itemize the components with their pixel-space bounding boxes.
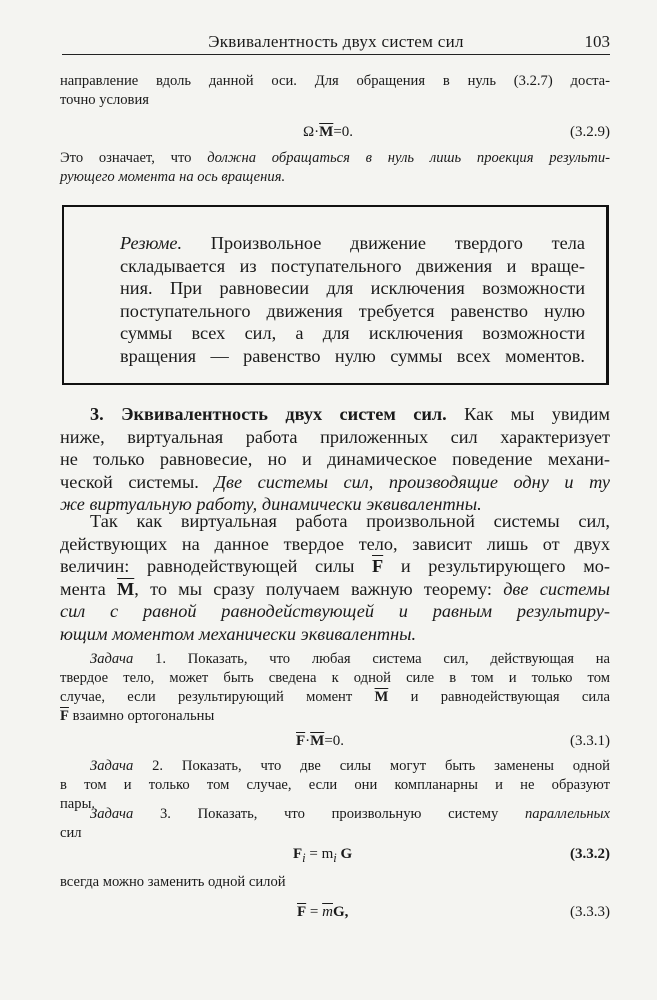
text-line: пары.: [60, 796, 96, 812]
vector-m: $\overline{M}$: [117, 578, 135, 599]
gravity-symbol: G: [336, 846, 353, 862]
equation-3-3-2: [60, 846, 610, 868]
vector-mass: $\overline{m}$: [322, 904, 333, 920]
text-italic: же виртуальную работу, динамически эквивалентны.: [60, 494, 482, 514]
index-symbol: i: [302, 851, 306, 865]
text-line: сил: [60, 825, 82, 841]
text-plain: Это означает, что: [60, 150, 208, 166]
index-symbol: i: [333, 851, 337, 865]
text-italic: рующего момента на ось вращения.: [60, 169, 286, 185]
equation-number: (3.3.2): [570, 846, 610, 862]
section-3-paragraph: [60, 403, 610, 516]
text-italic: Две системы сил, производящие одну и ту: [214, 471, 610, 492]
vector-m: $\overline{M}$: [319, 124, 334, 140]
section-heading: 3. Эквивалентность двух систем сил.: [90, 404, 447, 424]
text-plain: и результирующего мо-: [383, 556, 610, 576]
task-1: [60, 650, 610, 726]
text-line: 1. Показать, что любая система сил, действующая на: [133, 651, 610, 667]
vector-f: $\overline{F}$: [372, 556, 384, 576]
equation-3-3-3: [60, 904, 610, 926]
text-plain: и равнодействующая сила: [388, 689, 610, 705]
text-plain: мента: [60, 578, 118, 599]
text-plain: , то мы сразу получаем важную теорему:: [134, 578, 504, 599]
vector-m: $\overline{M}$: [374, 689, 389, 705]
paragraph-top: [60, 72, 610, 110]
text-italic: ющим моментом механически эквивалентны.: [60, 623, 417, 644]
text-line: Произвольное движение твердого тела: [182, 233, 585, 253]
equation-3-2-9: [60, 124, 610, 146]
vector-f: $\overline{F}$: [60, 708, 69, 724]
running-header: [62, 30, 610, 55]
task-label: Задача: [90, 806, 134, 822]
page-number: 103: [584, 32, 610, 51]
text-line: твердое тело, может быть сведена к одной силе в том и только том: [60, 670, 610, 686]
force-symbol: F: [293, 846, 303, 862]
equation-rhs: =0.: [333, 124, 354, 140]
equation-lhs: Ω·: [303, 124, 320, 140]
text-line: направление вдоль данной оси. Для обращения в нуль (3.2.7) доста-: [60, 73, 610, 89]
equation-3-3-1: [60, 733, 610, 755]
vector-m: $\overline{M}$: [310, 733, 325, 749]
equals-sign: =: [306, 904, 323, 920]
theorem-paragraph: [60, 510, 610, 645]
equation-number: (3.2.9): [570, 124, 610, 140]
text-line: Как мы увидим: [446, 404, 610, 424]
resume-box: [62, 205, 609, 385]
equation-number: (3.3.3): [570, 904, 610, 920]
resume-text: [120, 232, 585, 367]
text-plain: взаимно ортогональны: [68, 708, 215, 724]
text-line: складывается из поступательного движения и враще-: [120, 255, 585, 276]
text-line: всегда можно заменить одной силой: [60, 874, 286, 890]
text-line: 2. Показать, что две силы могут быть заменены одной: [133, 758, 610, 774]
dot-operator: ·: [305, 733, 311, 749]
text-italic: параллельных: [525, 806, 610, 822]
text-line: суммы всех сил, а для исключения возможности: [120, 323, 585, 343]
text-line: поступательного движения требуется равенство нулю: [120, 300, 585, 321]
task-3: [60, 805, 610, 843]
resume-label: Резюме.: [120, 233, 183, 253]
text-line: ния. При равновесии для исключения возможности: [120, 278, 585, 298]
equation-rhs: =0.: [324, 733, 345, 749]
text-plain: случае, если результирующий момент: [60, 689, 375, 705]
text-line: Так как виртуальная работа произвольной системы сил,: [90, 511, 610, 531]
text-italic: две системы: [503, 578, 610, 599]
text-line: не только равновесие, но и динамическое поведение механи-: [60, 449, 610, 469]
task-label: Задача: [90, 651, 134, 667]
equation-number: (3.3.1): [570, 733, 610, 749]
text-plain: ческой системы.: [60, 471, 215, 492]
text-line: действующих на данное твердое тело, зависит лишь от двух: [60, 533, 610, 554]
text-line: в том и только том случае, если они компланарны и не образуют: [60, 777, 610, 793]
task-label: Задача: [90, 758, 134, 774]
text-italic: сил с равной равнодействующей и равным результиру-: [60, 601, 610, 621]
mass-symbol: = m: [305, 846, 334, 862]
text-line: точно условия: [60, 92, 149, 108]
text-line: вращения — равенство нулю суммы всех моментов.: [120, 345, 585, 366]
paragraph-final: [60, 873, 610, 892]
text-italic: должна обращаться в нуль лишь проекция результи-: [207, 150, 611, 166]
text-line: 3. Показать, что произвольную систему: [133, 806, 525, 822]
text-line: ниже, виртуальная работа приложенных сил характеризует: [60, 426, 610, 447]
paragraph-meaning: [60, 149, 610, 187]
vector-f: $\overline{F}$: [296, 733, 306, 749]
gravity-symbol: G,: [332, 904, 349, 920]
vector-f: $\overline{F}$: [297, 904, 307, 920]
running-title: Эквивалентность двух систем сил: [208, 32, 464, 51]
text-plain: величин: равнодействующей силы: [60, 556, 373, 576]
